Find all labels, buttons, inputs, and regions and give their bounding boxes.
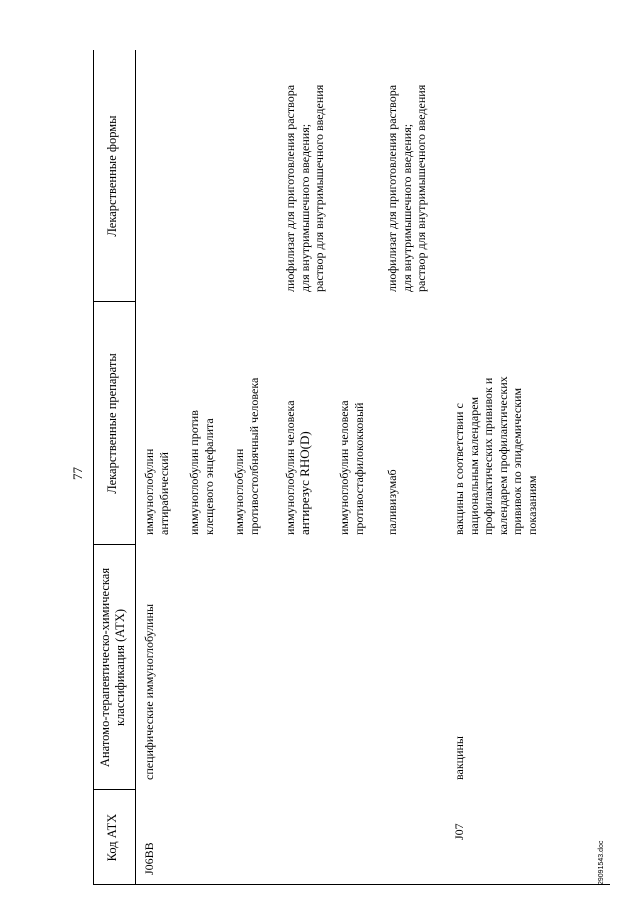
drug-name-line: иммуноглобулин против: [187, 410, 201, 535]
drug-name: [452, 376, 539, 535]
drug-name-line: календарем профилактических: [495, 376, 510, 535]
header-code: Код АТХ: [105, 813, 119, 862]
drug-name-line: антирабический: [156, 452, 171, 535]
drug-name-line: иммуноглобулин: [232, 448, 246, 535]
dosage-form-line: раствор для внутримышечного введения: [312, 84, 326, 292]
drug-name-line: иммуноглобулин человека: [337, 400, 351, 535]
row-code: J06BB: [142, 842, 156, 875]
document-filename: 29091543.doc: [598, 840, 605, 885]
document-page: [65, 50, 610, 885]
dosage-form: [283, 85, 327, 292]
drug-name-line: прививок по эпидемическим: [510, 387, 524, 535]
row-classification: специфические иммуноглобулины: [142, 603, 156, 780]
dosage-form-line: лиофилизат для приготовления раствора: [283, 84, 297, 292]
header-classification: [98, 545, 128, 790]
drug-name: [337, 400, 366, 535]
header-bottom-border: [135, 50, 136, 885]
drug-name-line: показаниям: [524, 475, 539, 535]
drug-name-line: противостолбнячный человека: [246, 377, 261, 535]
page-number: 77: [70, 467, 85, 480]
header-classification-line-1: Анатомо-терапевтическо-химическая: [98, 567, 112, 768]
table-top-border: [93, 50, 94, 885]
dosage-form: [385, 85, 429, 292]
drug-name-line: иммуноглобулин человека: [283, 400, 297, 535]
row-code: J07: [452, 823, 466, 840]
drug-name-line: вакцины в соответствии с: [452, 403, 466, 535]
drug-name-line: антирезус RHO(D): [296, 431, 312, 535]
header-forms: Лекарственные формы: [105, 115, 119, 237]
row-classification: вакцины: [452, 736, 466, 780]
drug-name-line: клещевого энцефалита: [201, 418, 216, 535]
dosage-form-line: для внутримышечного введения;: [297, 123, 312, 292]
drug-name: [142, 449, 171, 535]
drug-name: [187, 410, 216, 535]
drug-name-line: паливизумаб: [385, 469, 399, 535]
header-classification-line-2: классификация (АТХ): [113, 608, 127, 727]
drug-name: [232, 378, 261, 535]
drug-name: [385, 469, 400, 535]
drug-name-line: профилактических прививок и: [481, 377, 495, 535]
drug-name-line: иммуноглобулин: [142, 448, 156, 535]
dosage-form-line: лиофилизат для приготовления раствора: [385, 84, 399, 292]
drug-name: [283, 400, 312, 535]
header-drugs: Лекарственные препараты: [105, 353, 119, 494]
table-left-border: [93, 884, 610, 885]
drug-name-line: национальным календарем: [466, 396, 481, 535]
drug-name-line: противостафилококковый: [351, 402, 366, 535]
dosage-form-line: раствор для внутримышечного введения: [414, 84, 428, 292]
dosage-form-line: для внутримышечного введения;: [399, 123, 414, 292]
